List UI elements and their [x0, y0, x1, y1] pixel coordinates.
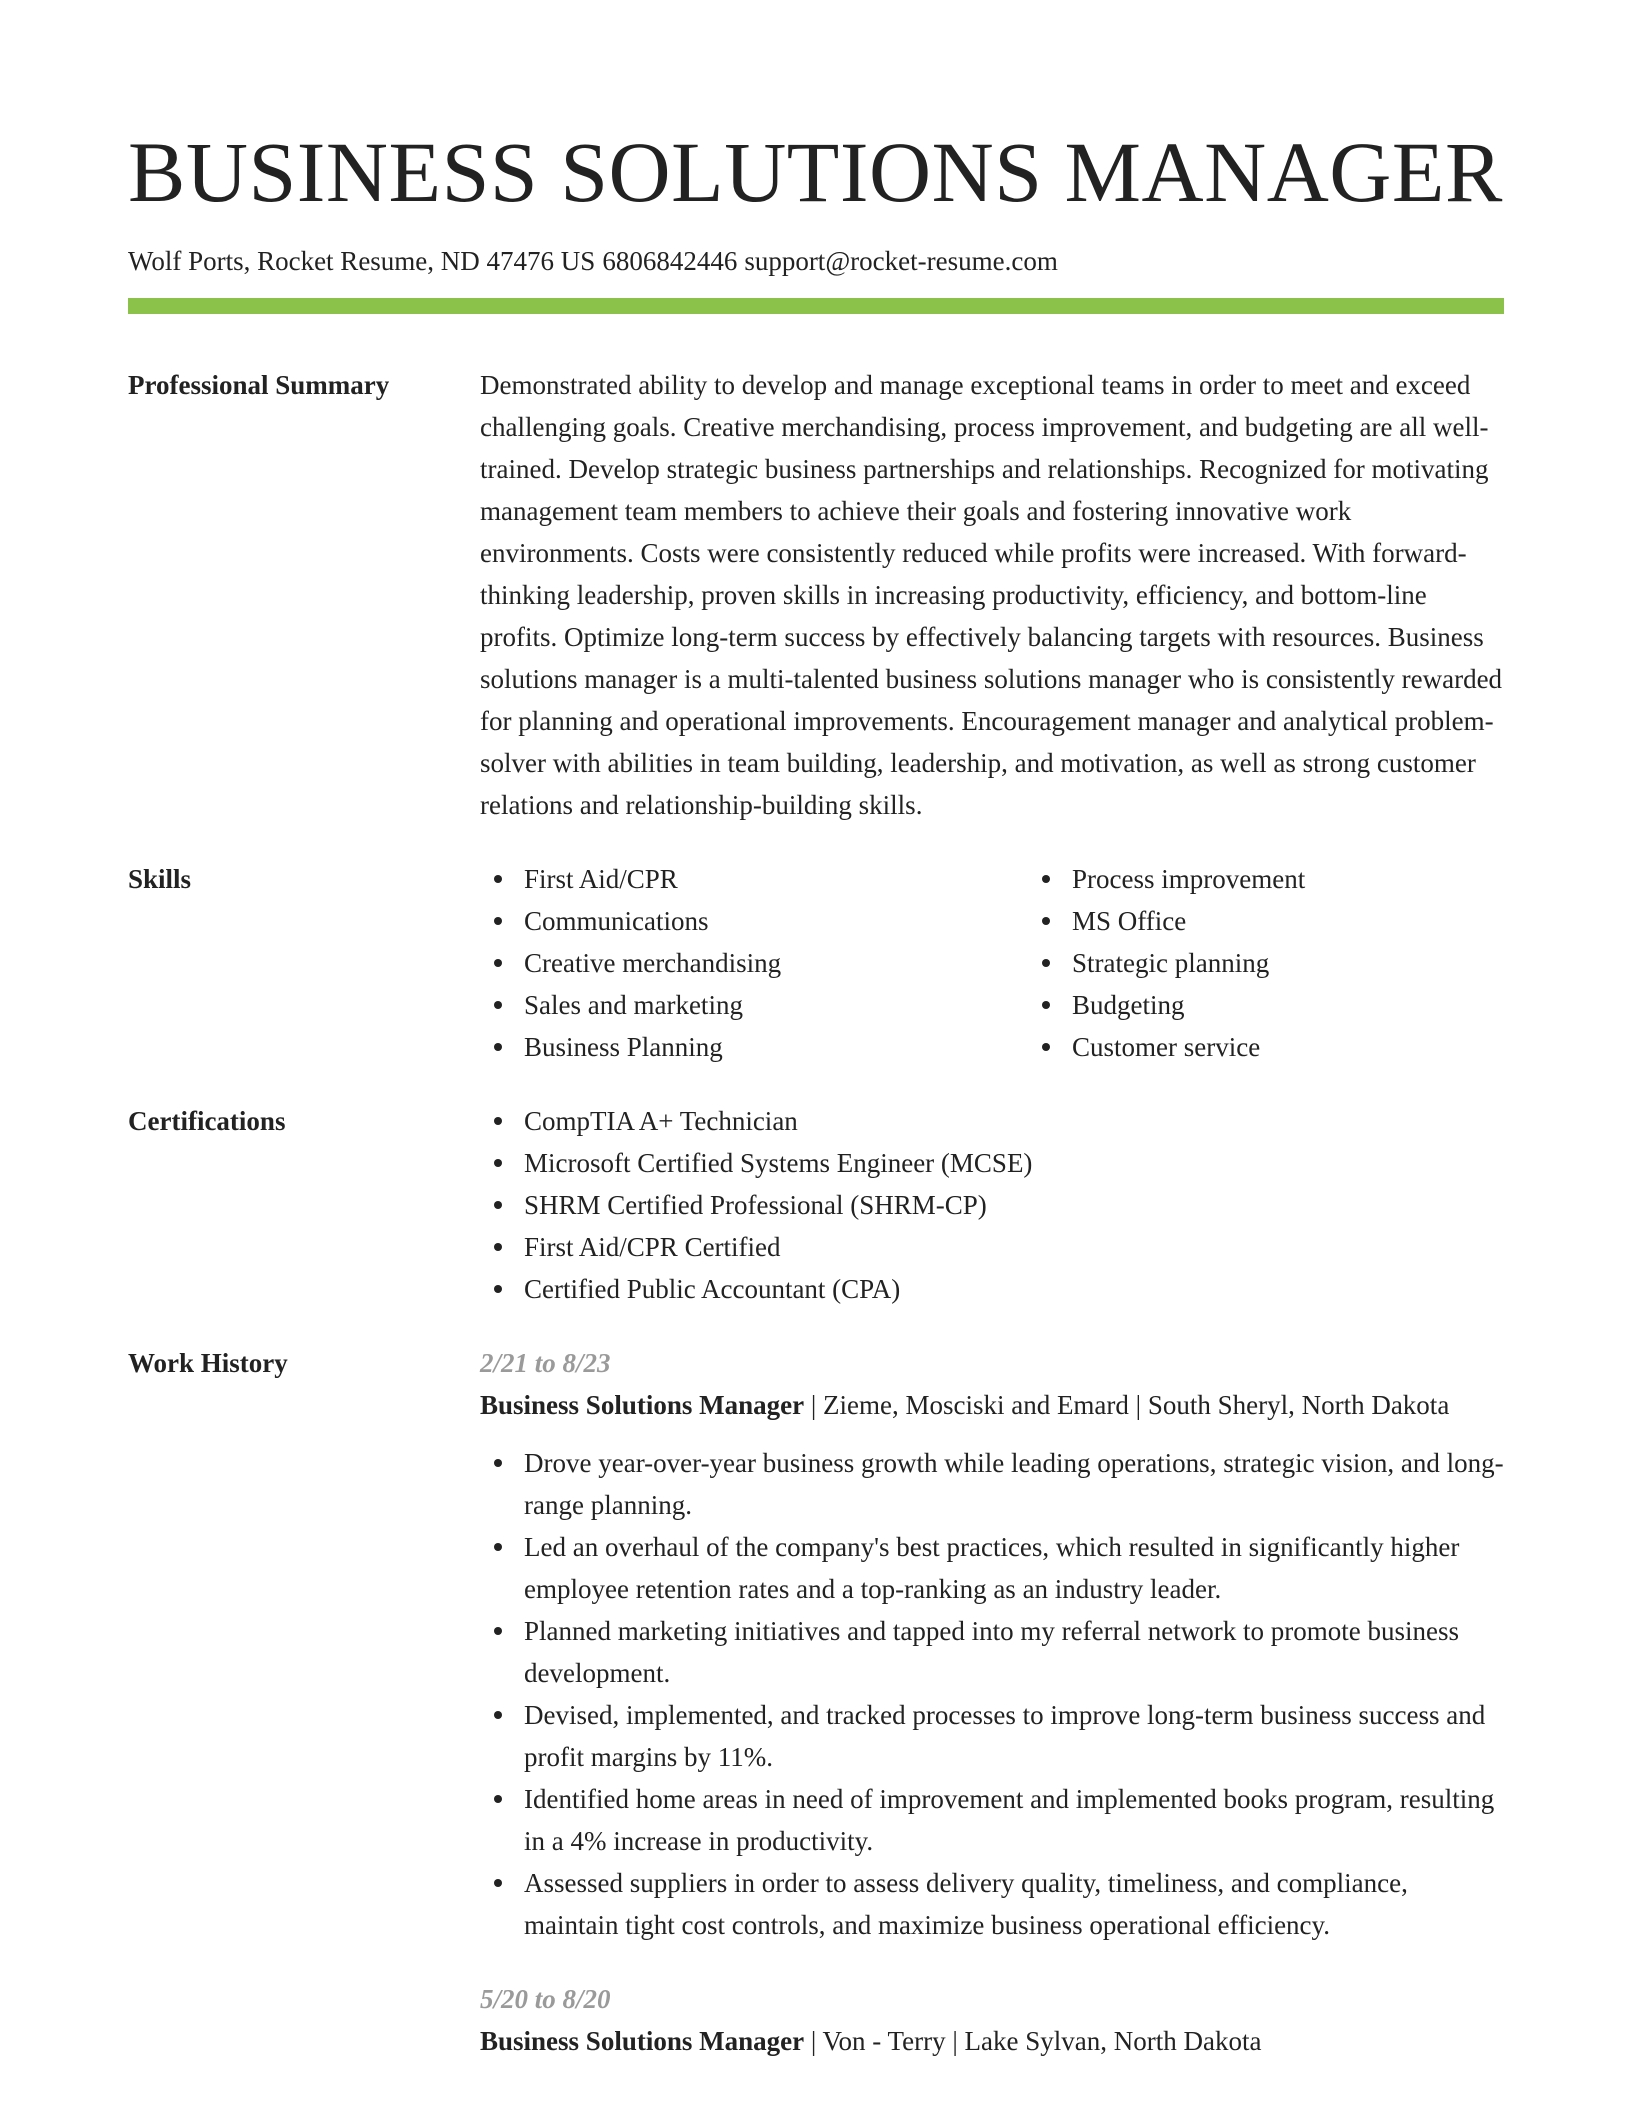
job-location: Lake Sylvan, North Dakota [964, 2026, 1262, 2056]
skill-item: MS Office [1072, 900, 1576, 942]
job-company: Von - Terry [822, 2026, 946, 2056]
job-entry [480, 1342, 1504, 1946]
job-entry [480, 1978, 1504, 2062]
job-location: South Sheryl, North Dakota [1147, 1390, 1450, 1420]
skill-item: Communications [524, 900, 1028, 942]
contact-address: Wolf Ports, Rocket Resume, ND 47476 US [128, 246, 596, 276]
skill-item: Creative merchandising [524, 942, 1028, 984]
skills-list-left [480, 858, 1028, 1068]
certification-item: Certified Public Accountant (CPA) [524, 1268, 1504, 1310]
certification-item: SHRM Certified Professional (SHRM-CP) [524, 1184, 1504, 1226]
contact-email[interactable]: support@rocket-resume.com [744, 246, 1058, 276]
job-title: Business Solutions Manager [480, 2026, 805, 2056]
contact-line [128, 244, 1504, 278]
job-bullet: Led an overhaul of the company's best practices, which resulted in significantly higher employee retention rates and a top-ranking as an industry leader. [524, 1526, 1504, 1610]
header-divider [128, 298, 1504, 314]
skills-list-right [1028, 858, 1576, 1068]
job-bullet-list [480, 1442, 1504, 1946]
job-bullet: Assessed suppliers in order to assess delivery quality, timeliness, and compliance, maintain tight cost controls, and maximize business operational efficiency. [524, 1862, 1504, 1946]
section-label-certifications: Certifications [128, 1106, 286, 1136]
job-bullet: Drove year-over-year business growth while leading operations, strategic vision, and long-range planning. [524, 1442, 1504, 1526]
summary-section [128, 364, 1504, 826]
skill-item: Sales and marketing [524, 984, 1028, 1026]
resume-title: BUSINESS SOLUTIONS MANAGER [128, 124, 1503, 220]
work-history-section [128, 1342, 1504, 2062]
contact-phone: 6806842446 [602, 246, 738, 276]
job-heading: Business Solutions Manager | Von - Terry | Lake Sylvan, North Dakota [480, 2026, 1262, 2056]
job-bullet: Identified home areas in need of improvement and implemented books program, resulting in a 4% increase in productivity. [524, 1778, 1504, 1862]
skill-item: First Aid/CPR [524, 858, 1028, 900]
skill-item: Customer service [1072, 1026, 1576, 1068]
skills-section [128, 858, 1504, 1068]
skill-item: Budgeting [1072, 984, 1576, 1026]
section-label-work-history: Work History [128, 1348, 288, 1378]
certification-item: Microsoft Certified Systems Engineer (MCSE) [524, 1142, 1504, 1184]
certifications-list [480, 1100, 1504, 1310]
skill-item: Process improvement [1072, 858, 1576, 900]
certification-item: CompTIA A+ Technician [524, 1100, 1504, 1142]
certification-item: First Aid/CPR Certified [524, 1226, 1504, 1268]
section-label-skills: Skills [128, 864, 192, 894]
job-heading: Business Solutions Manager | Zieme, Mosciski and Emard | South Sheryl, North Dakota [480, 1390, 1450, 1420]
skill-item: Strategic planning [1072, 942, 1576, 984]
job-bullet: Planned marketing initiatives and tapped into my referral network to promote business development. [524, 1610, 1504, 1694]
summary-text: Demonstrated ability to develop and manage exceptional teams in order to meet and exceed challenging goals. Creative merchandising, process improvement, and budgeting are all well-trained. Develop strategic business partnerships and relationships. Recognized for motivating management team members to achieve their goals and fostering innovative work environments. Costs were consistently reduced while profits were increased. With forward-thinking leadership, proven skills in increasing productivity, efficiency, and bottom-line profits. Optimize long-term success by effectively balancing targets with resources. Business solutions manager is a multi-talented business solutions manager who is consistently rewarded for planning and operational improvements. Encouragement manager and analytical problem-solver with abilities in team building, leadership, and motivation, as well as strong customer relations and relationship-building skills. [480, 370, 1503, 820]
job-bullet: Devised, implemented, and tracked processes to improve long-term business success and profit margins by 11%. [524, 1694, 1504, 1778]
section-label-summary: Professional Summary [128, 370, 390, 400]
skill-item: Business Planning [524, 1026, 1028, 1068]
resume-page [128, 0, 1504, 2062]
job-dates: 5/20 to 8/20 [480, 1984, 611, 2014]
job-dates: 2/21 to 8/23 [480, 1348, 611, 1378]
certifications-section [128, 1100, 1504, 1310]
job-title: Business Solutions Manager [480, 1390, 805, 1420]
job-company: Zieme, Mosciski and Emard [822, 1390, 1129, 1420]
